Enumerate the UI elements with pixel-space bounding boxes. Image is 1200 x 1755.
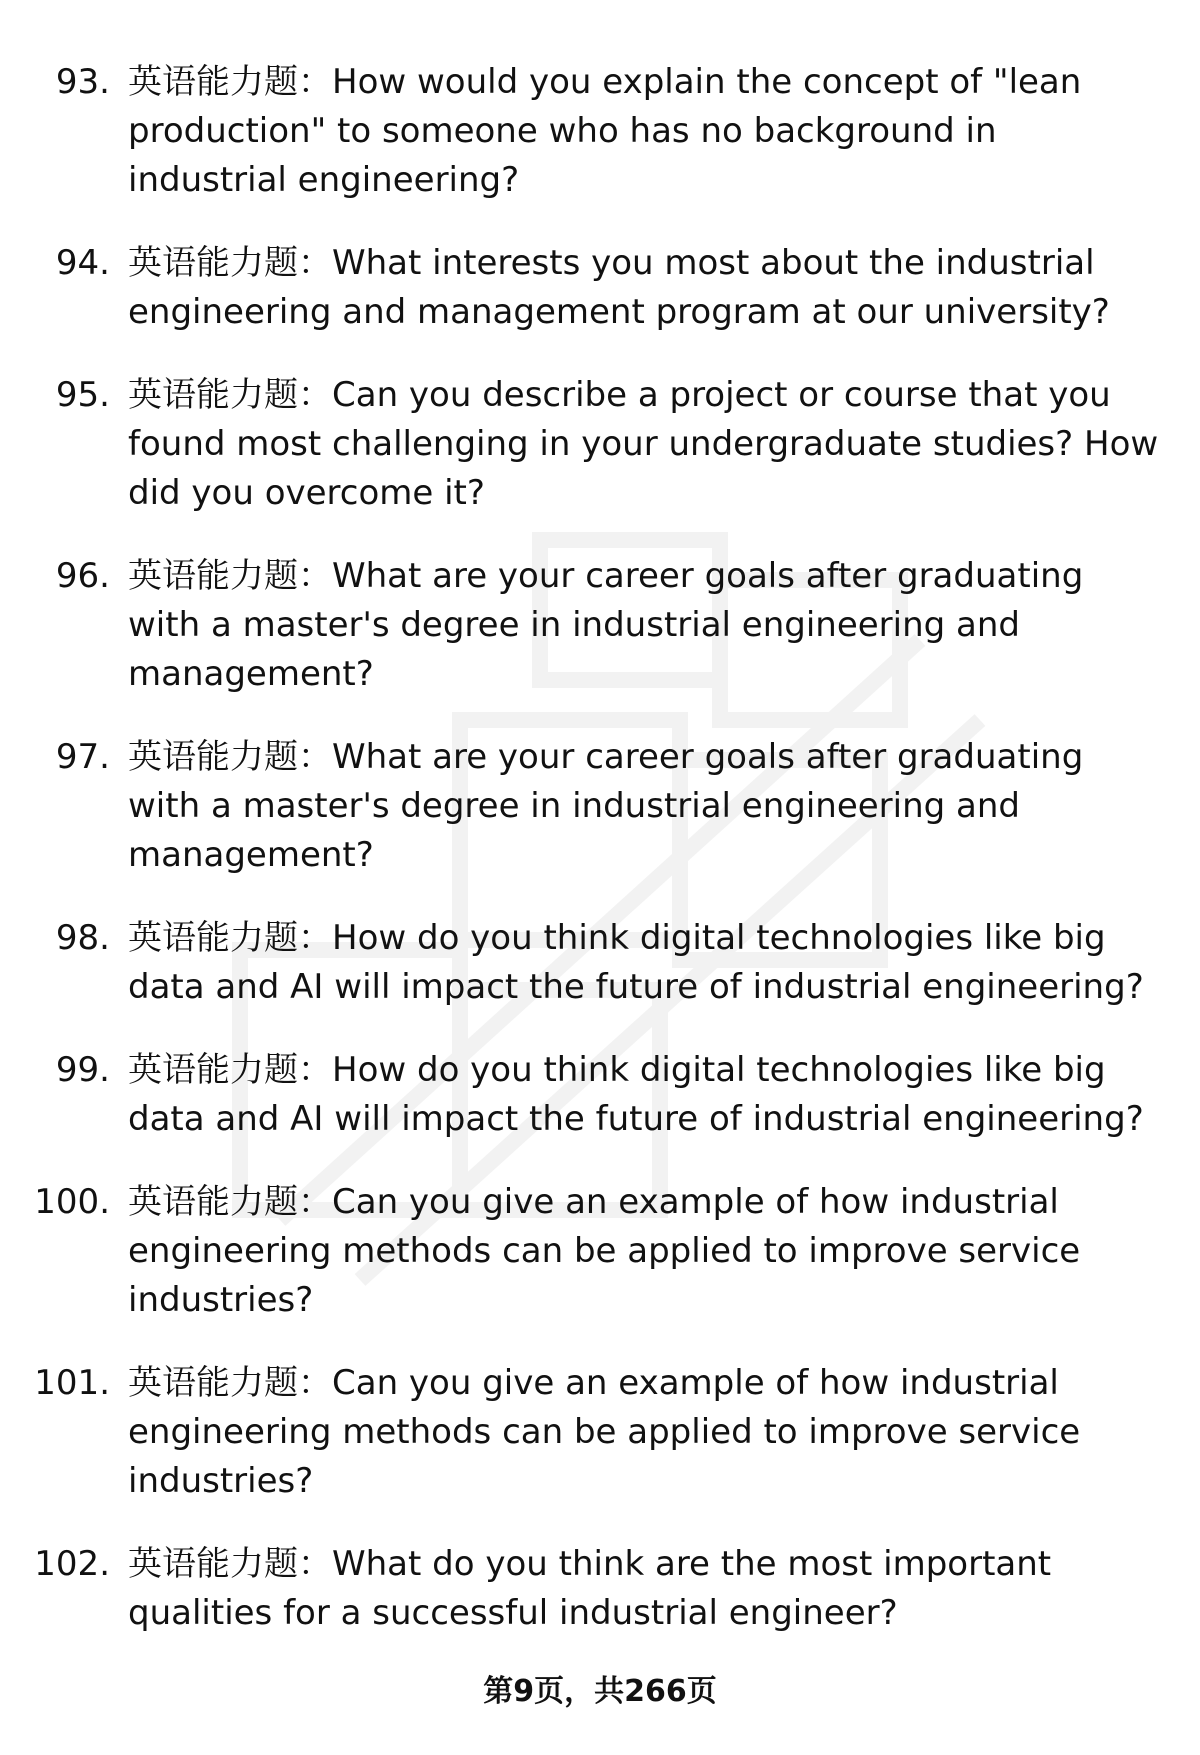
question-body	[128, 371, 1164, 518]
question-body	[128, 1046, 1164, 1144]
question-prefix: 英语能力题：	[128, 1050, 332, 1090]
question-item	[0, 58, 1200, 205]
question-number: 99.	[55, 1050, 110, 1090]
question-prefix: 英语能力题：	[128, 737, 332, 777]
question-body	[128, 733, 1164, 880]
question-number: 93.	[55, 62, 110, 102]
question-text: What interests you most about the industrial engineering and management program at our university?	[128, 243, 1110, 332]
question-body	[128, 1540, 1164, 1638]
question-number: 95.	[55, 375, 110, 415]
question-item	[0, 1046, 1200, 1144]
question-body	[128, 914, 1164, 1012]
question-prefix: 英语能力题：	[128, 556, 332, 596]
question-body	[128, 552, 1164, 699]
question-item	[0, 371, 1200, 518]
question-number: 101.	[34, 1363, 110, 1403]
question-list	[0, 58, 1200, 1672]
question-item	[0, 1540, 1200, 1638]
question-text: Can you give an example of how industrial engineering methods can be applied to improve service industries?	[128, 1182, 1081, 1320]
question-body	[128, 58, 1164, 205]
question-text: Can you give an example of how industrial engineering methods can be applied to improve service industries?	[128, 1363, 1081, 1501]
question-text: What are your career goals after graduating with a master's degree in industrial engineering and management?	[128, 737, 1084, 875]
question-item	[0, 914, 1200, 1012]
question-number: 102.	[34, 1544, 110, 1584]
question-prefix: 英语能力题：	[128, 375, 332, 415]
question-text: What do you think are the most important qualities for a successful industrial engineer?	[128, 1544, 1052, 1633]
question-number: 97.	[55, 737, 110, 777]
question-item	[0, 1178, 1200, 1325]
question-text: What are your career goals after graduating with a master's degree in industrial engineering and management?	[128, 556, 1084, 694]
page-footer: 第9页，共266页	[483, 1674, 717, 1709]
question-number: 98.	[55, 918, 110, 958]
question-body	[128, 1359, 1164, 1506]
question-number: 100.	[34, 1182, 110, 1222]
question-text: How would you explain the concept of "lean production" to someone who has no background in industrial engineering?	[128, 62, 1082, 200]
question-item	[0, 733, 1200, 880]
question-number: 96.	[55, 556, 110, 596]
question-text: How do you think digital technologies like big data and AI will impact the future of industrial engineering?	[128, 918, 1144, 1007]
question-number: 94.	[55, 243, 110, 283]
question-prefix: 英语能力题：	[128, 1544, 332, 1584]
question-prefix: 英语能力题：	[128, 918, 332, 958]
question-text: How do you think digital technologies like big data and AI will impact the future of industrial engineering?	[128, 1050, 1144, 1139]
question-body	[128, 239, 1164, 337]
question-prefix: 英语能力题：	[128, 62, 332, 102]
question-item	[0, 1359, 1200, 1506]
question-item	[0, 239, 1200, 337]
question-prefix: 英语能力题：	[128, 1182, 332, 1222]
question-text: Can you describe a project or course that you found most challenging in your undergraduate studies? How did you overcome it?	[128, 375, 1159, 513]
question-prefix: 英语能力题：	[128, 1363, 332, 1403]
question-prefix: 英语能力题：	[128, 243, 332, 283]
question-body	[128, 1178, 1164, 1325]
question-item	[0, 552, 1200, 699]
